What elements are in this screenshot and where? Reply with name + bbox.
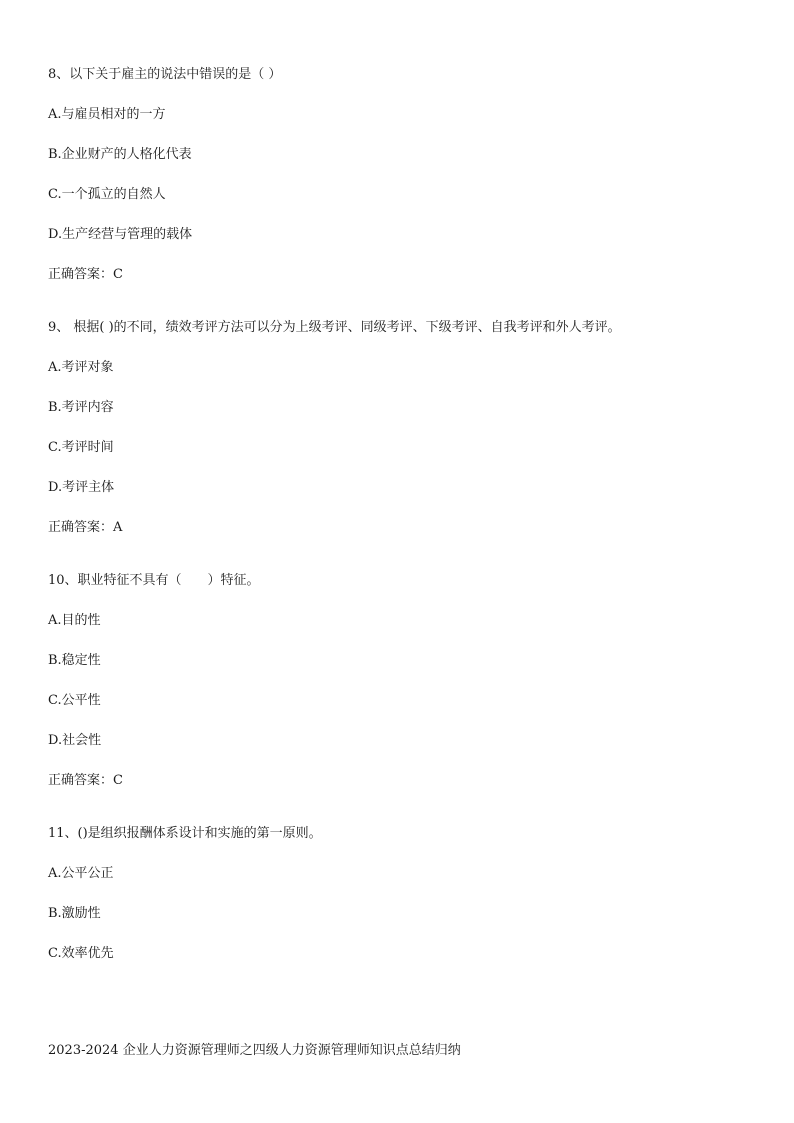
question-10-option-b: B.稳定性 [48, 653, 101, 668]
question-11-text: 11、()是组织报酬体系设计和实施的第一原则。 [48, 826, 322, 841]
page-footer: 2023-2024 企业人力资源管理师之四级人力资源管理师知识点总结归纳 [48, 1043, 461, 1058]
question-9-option-b: B.考评内容 [48, 400, 114, 415]
question-9-answer: 正确答案：A [48, 520, 123, 535]
question-10-answer: 正确答案：C [48, 773, 123, 788]
question-8-text: 8、以下关于雇主的说法中错误的是（ ） [48, 67, 282, 82]
question-8-option-b: B.企业财产的人格化代表 [48, 147, 192, 162]
question-11-option-a: A.公平公正 [48, 866, 114, 881]
question-8-option-c: C.一个孤立的自然人 [48, 187, 166, 202]
question-11-option-c: C.效率优先 [48, 946, 114, 961]
question-10-text: 10、职业特征不具有（ ）特征。 [48, 573, 260, 588]
question-11-option-b: B.激励性 [48, 906, 101, 921]
question-8-option-a: A.与雇员相对的一方 [48, 107, 166, 122]
question-8-answer: 正确答案：C [48, 267, 123, 282]
question-9-text: 9、 根据( )的不同，绩效考评方法可以分为上级考评、同级考评、下级考评、自我考评和外人考评。 [48, 320, 621, 335]
question-10-option-d: D.社会性 [48, 733, 102, 748]
question-8-option-d: D.生产经营与管理的载体 [48, 227, 193, 242]
question-9-option-d: D.考评主体 [48, 480, 115, 495]
question-10-option-c: C.公平性 [48, 693, 101, 708]
question-9-option-a: A.考评对象 [48, 360, 114, 375]
question-10-option-a: A.目的性 [48, 613, 101, 628]
question-9-option-c: C.考评时间 [48, 440, 114, 455]
